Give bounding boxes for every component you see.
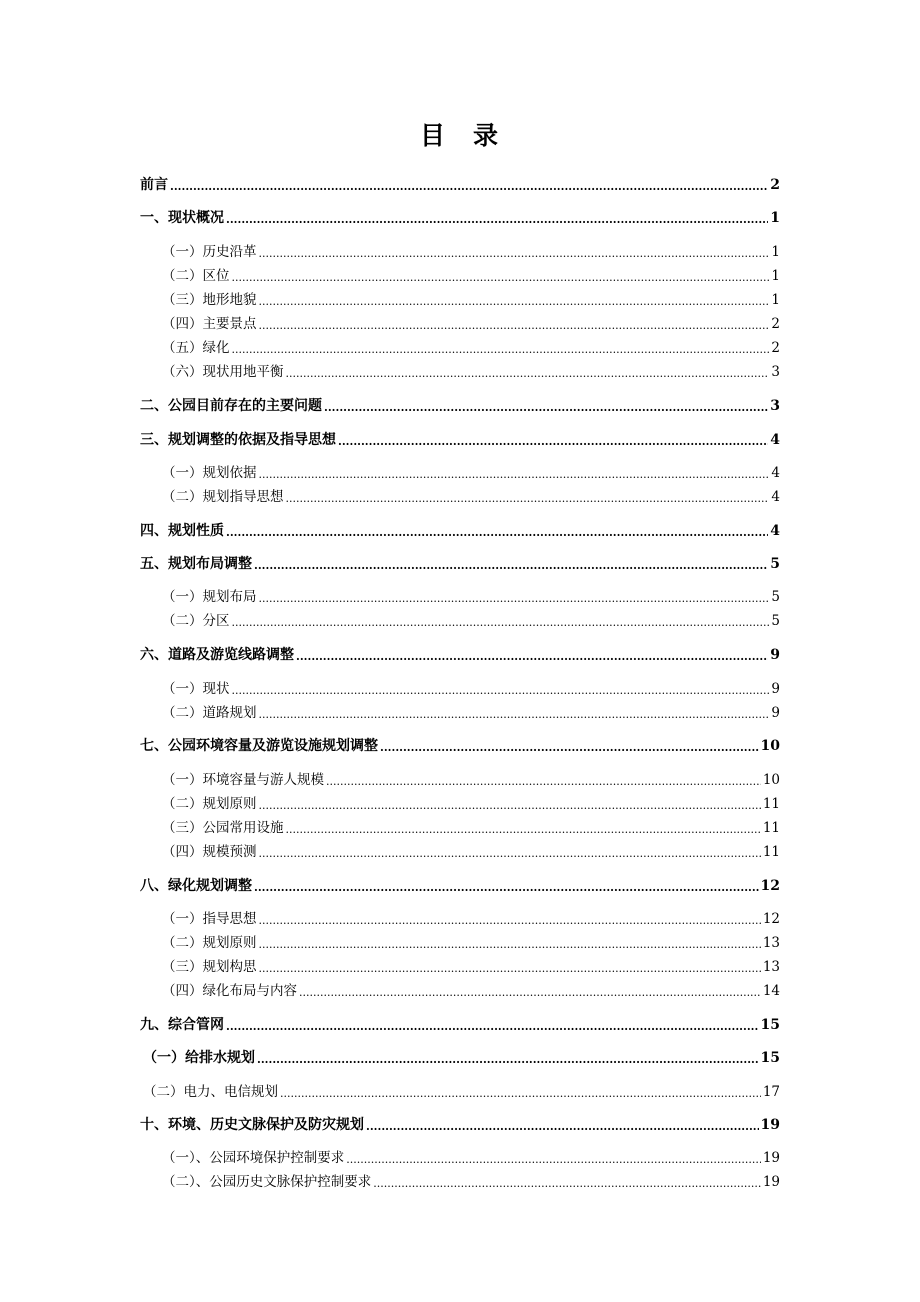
dot-leader xyxy=(232,344,770,355)
toc-entry[interactable] xyxy=(162,1143,780,1165)
dot-leader xyxy=(326,776,761,787)
dot-leader xyxy=(296,651,768,662)
toc-entry-label: 八、绿化规划调整 xyxy=(140,878,252,894)
toc-entry-page: 4 xyxy=(771,488,780,505)
dot-leader xyxy=(259,848,761,859)
toc-entry[interactable] xyxy=(162,765,780,787)
dot-leader xyxy=(366,1121,759,1132)
dot-leader xyxy=(280,1088,761,1099)
toc-entry[interactable] xyxy=(140,871,780,893)
toc-entry-label: （一）指导思想 xyxy=(162,910,257,927)
dot-leader xyxy=(259,320,770,331)
toc-entry[interactable] xyxy=(162,813,780,835)
toc-entry[interactable] xyxy=(140,203,780,225)
dot-leader xyxy=(346,1154,761,1165)
toc-entry-page: 5 xyxy=(771,588,780,605)
dot-leader xyxy=(254,560,768,571)
dot-leader xyxy=(259,469,770,480)
toc-entry-label: （二）道路规划 xyxy=(162,704,257,721)
toc-entry[interactable] xyxy=(162,261,780,283)
dot-leader xyxy=(259,248,770,259)
toc-entry[interactable] xyxy=(162,309,780,331)
toc-entry-page: 19 xyxy=(762,1149,780,1166)
dot-leader xyxy=(373,1178,761,1189)
toc-entry[interactable] xyxy=(162,976,780,998)
dot-leader xyxy=(226,1021,759,1032)
toc-entry-page: 12 xyxy=(762,910,780,927)
toc-entry-label: 七、公园环境容量及游览设施规划调整 xyxy=(140,738,378,754)
toc-entry-label: （二）规划指导思想 xyxy=(162,488,284,505)
toc-entry[interactable] xyxy=(162,357,780,379)
toc-entry[interactable] xyxy=(162,904,780,926)
toc-entry[interactable] xyxy=(140,549,780,571)
toc-entry-label: （二）、公园历史文脉保护控制要求 xyxy=(162,1173,372,1190)
toc-entry[interactable] xyxy=(162,285,780,307)
toc-entry-label: （三）地形地貌 xyxy=(162,291,257,308)
dot-leader xyxy=(259,296,770,307)
toc-entry-page: 4 xyxy=(770,432,780,448)
toc-entry-page: 1 xyxy=(771,291,780,308)
toc-entry-page: 5 xyxy=(771,612,780,629)
toc-entry-label: 前言 xyxy=(140,177,168,193)
dot-leader xyxy=(254,882,759,893)
toc-entry-label: （六）现状用地平衡 xyxy=(162,363,284,380)
dot-leader xyxy=(259,915,761,926)
toc-entry-label: （三）规划构思 xyxy=(162,958,257,975)
toc-entry-label: （一）、公园环境保护控制要求 xyxy=(162,1149,345,1166)
toc-entry-page: 1 xyxy=(771,243,780,260)
toc-entry-label: （一）环境容量与游人规模 xyxy=(162,771,324,788)
toc-entry[interactable] xyxy=(162,698,780,720)
toc-entry-label: （五）绿化 xyxy=(162,339,230,356)
toc-entry-page: 17 xyxy=(762,1083,780,1100)
dot-leader xyxy=(259,593,770,604)
toc-entry-page: 3 xyxy=(770,398,780,414)
toc-entry[interactable] xyxy=(162,482,780,504)
dot-leader xyxy=(232,617,770,628)
toc-entry-label: 九、综合管网 xyxy=(140,1017,224,1033)
toc-entry-page: 2 xyxy=(771,339,780,356)
toc-entry[interactable] xyxy=(162,674,780,696)
toc-entry[interactable] xyxy=(162,458,780,480)
toc-entry[interactable] xyxy=(162,606,780,628)
toc-entry[interactable] xyxy=(140,731,780,753)
toc-entry-page: 11 xyxy=(762,819,780,836)
toc-entry[interactable] xyxy=(140,391,780,413)
dot-leader xyxy=(338,436,768,447)
toc-entry-label: （二）分区 xyxy=(162,612,230,629)
toc-entry[interactable] xyxy=(162,789,780,811)
title-char-1: 目 xyxy=(419,121,447,150)
dot-leader xyxy=(299,987,761,998)
toc-entry-label: （二）规划原则 xyxy=(162,795,257,812)
toc-entry-label: 五、规划布局调整 xyxy=(140,556,252,572)
toc-entry[interactable] xyxy=(162,582,780,604)
toc-entry-label: 四、规划性质 xyxy=(140,523,224,539)
toc-entry[interactable] xyxy=(162,837,780,859)
toc-entry-label: （一）现状 xyxy=(162,680,230,697)
toc-entry-page: 9 xyxy=(771,704,780,721)
toc-entry-page: 4 xyxy=(770,523,780,539)
dot-leader xyxy=(257,1054,759,1065)
dot-leader xyxy=(226,214,768,225)
toc-entry[interactable] xyxy=(140,516,780,538)
toc-entry[interactable] xyxy=(143,1077,780,1099)
dot-leader xyxy=(286,824,761,835)
toc-entry-page: 19 xyxy=(762,1173,780,1190)
dot-leader xyxy=(259,709,770,720)
dot-leader xyxy=(259,939,761,950)
toc-entry-page: 10 xyxy=(762,771,780,788)
toc-entry-page: 9 xyxy=(771,680,780,697)
toc-entry[interactable] xyxy=(140,1010,780,1032)
toc-entry-page: 11 xyxy=(762,843,780,860)
dot-leader xyxy=(259,800,761,811)
toc-entry-label: （四）主要景点 xyxy=(162,315,257,332)
toc-entry[interactable] xyxy=(140,1110,780,1132)
toc-entry-page: 14 xyxy=(762,982,780,999)
toc-entry[interactable] xyxy=(162,928,780,950)
toc-entry-page: 13 xyxy=(762,934,780,951)
toc-entry[interactable] xyxy=(162,952,780,974)
toc-entry[interactable] xyxy=(143,1043,780,1065)
toc-entry-page: 3 xyxy=(771,363,780,380)
dot-leader xyxy=(232,272,770,283)
toc-entry-label: 一、现状概况 xyxy=(140,210,224,226)
dot-leader xyxy=(226,527,768,538)
toc-entry[interactable] xyxy=(140,170,780,192)
toc-entry[interactable] xyxy=(162,1167,780,1189)
toc-entry-page: 4 xyxy=(771,464,780,481)
toc-entry-page: 5 xyxy=(770,556,780,572)
toc-entry[interactable] xyxy=(140,425,780,447)
page-title xyxy=(0,116,920,152)
toc-entry-label: （一）给排水规划 xyxy=(143,1050,255,1066)
toc-entry-label: 六、道路及游览线路调整 xyxy=(140,647,294,663)
toc-entry[interactable] xyxy=(140,640,780,662)
dot-leader xyxy=(232,685,770,696)
toc-entry-page: 1 xyxy=(770,210,780,226)
toc-entry-page: 12 xyxy=(760,878,780,894)
toc-entry-page: 15 xyxy=(760,1050,780,1066)
toc-entry-page: 10 xyxy=(760,738,780,754)
toc-entry-label: （四）规模预测 xyxy=(162,843,257,860)
toc-entry-page: 13 xyxy=(762,958,780,975)
toc-entry-page: 9 xyxy=(770,647,780,663)
dot-leader xyxy=(286,368,770,379)
toc-entry-page: 19 xyxy=(760,1117,780,1133)
toc-entry-page: 11 xyxy=(762,795,780,812)
toc-entry-label: （四）绿化布局与内容 xyxy=(162,982,297,999)
toc-entry-label: （二）电力、电信规划 xyxy=(143,1083,278,1100)
dot-leader xyxy=(286,493,770,504)
dot-leader xyxy=(380,742,759,753)
toc-entry-label: （一）规划依据 xyxy=(162,464,257,481)
toc-entry-page: 15 xyxy=(760,1017,780,1033)
toc-entry-label: （一）规划布局 xyxy=(162,588,257,605)
toc-entry-label: 二、公园目前存在的主要问题 xyxy=(140,398,322,414)
toc-entry-page: 2 xyxy=(770,177,780,193)
toc-entry[interactable] xyxy=(162,237,780,259)
toc-entry-label: 三、规划调整的依据及指导思想 xyxy=(140,432,336,448)
title-char-2: 录 xyxy=(473,121,501,150)
dot-leader xyxy=(259,963,761,974)
toc-entry[interactable] xyxy=(162,333,780,355)
toc-entry-page: 2 xyxy=(771,315,780,332)
toc-entry-label: （二）区位 xyxy=(162,267,230,284)
toc-entry-label: （二）规划原则 xyxy=(162,934,257,951)
toc-entry-label: （三）公园常用设施 xyxy=(162,819,284,836)
dot-leader xyxy=(170,181,768,192)
dot-leader xyxy=(324,402,768,413)
toc-entry-label: 十、环境、历史文脉保护及防灾规划 xyxy=(140,1117,364,1133)
toc-entry-label: （一）历史沿革 xyxy=(162,243,257,260)
toc-entry-page: 1 xyxy=(771,267,780,284)
